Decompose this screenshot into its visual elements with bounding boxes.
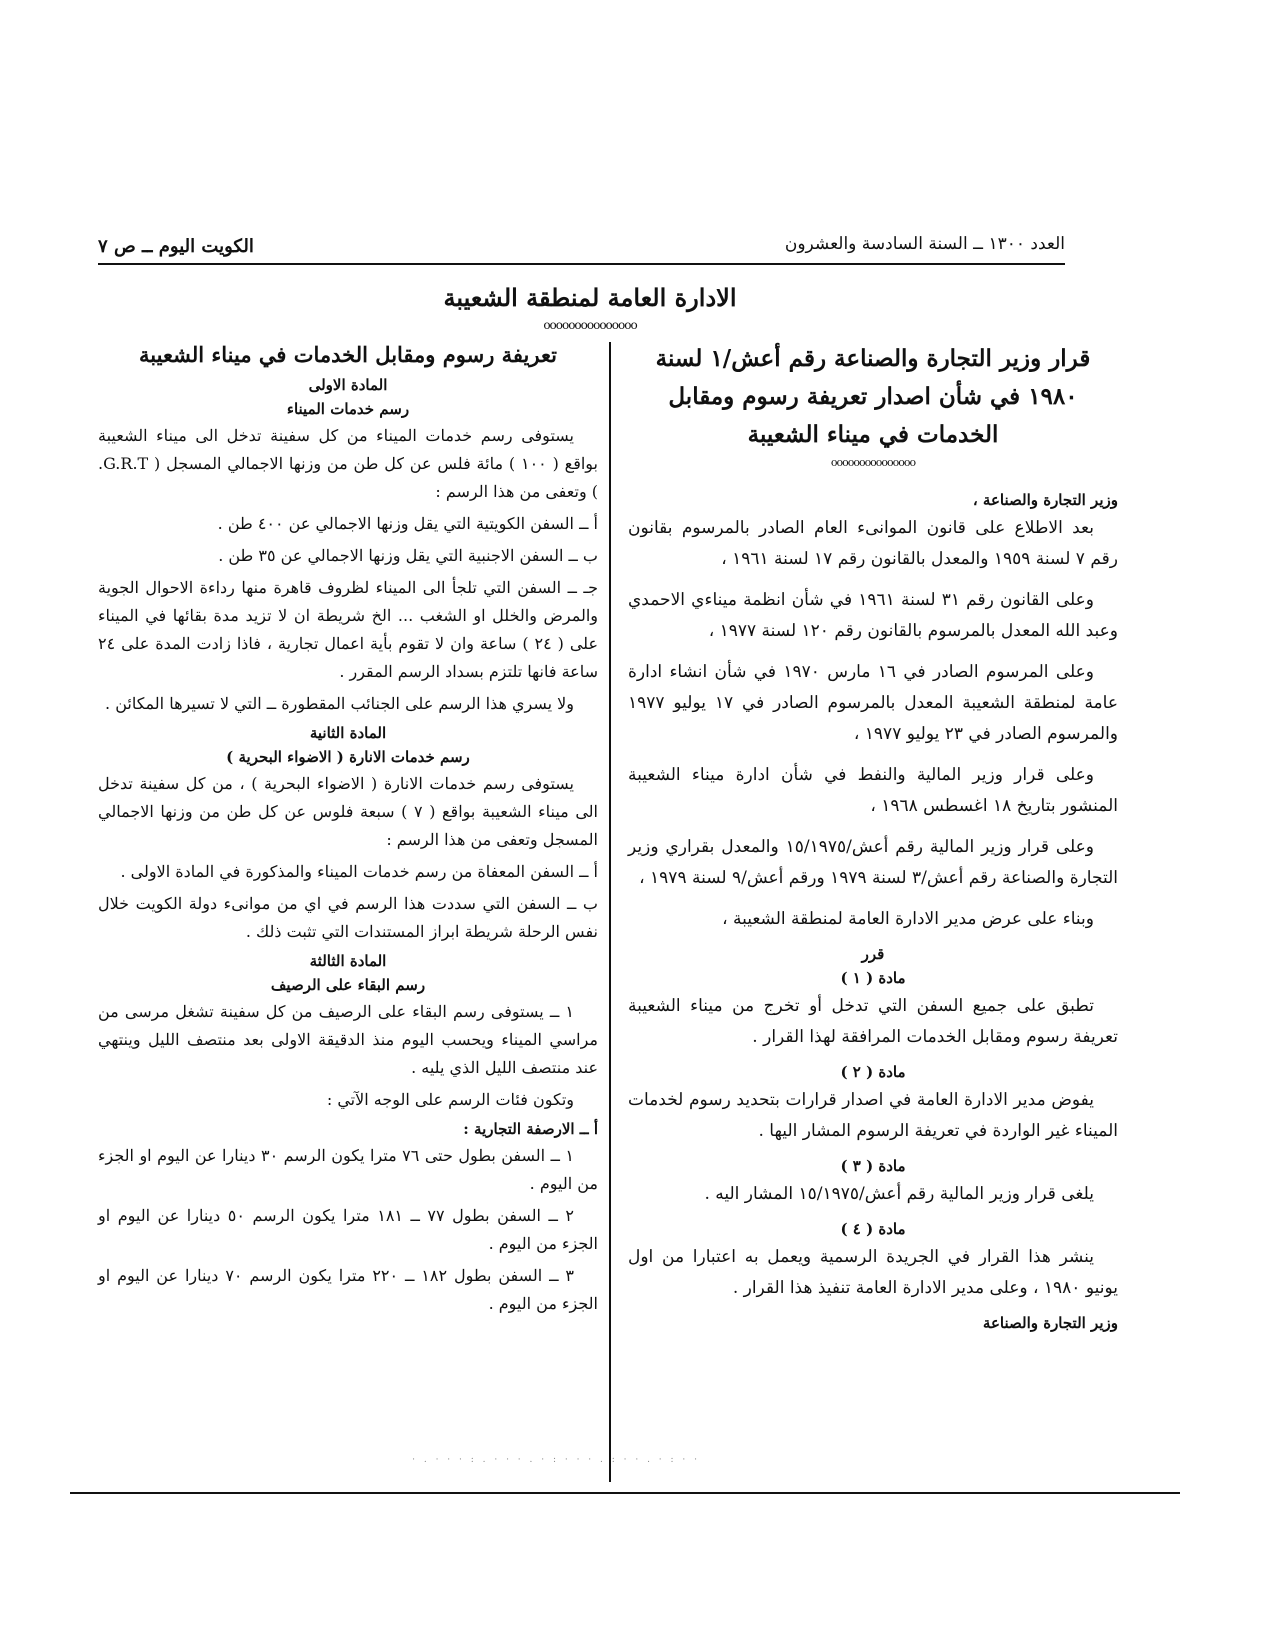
article-subheading: رسم خدمات الانارة ( الاضواء البحرية )	[226, 748, 470, 766]
article-item: ب ــ السفن الاجنبية التي يقل وزنها الاجمالي عن ٣٥ طن .	[218, 546, 598, 565]
article-text: ١ ــ يستوفى رسم البقاء على الرصيف من كل سفينة تشغل مرسى من مراسي الميناء ويحسب اليوم منذ الدقيقة الاولى بعد منتصف الليل وينتهي عند منتصف الليل الذي يليه .	[98, 1002, 598, 1077]
article-subheading: رسم خدمات الميناء	[286, 400, 410, 418]
tariff-title: تعريفة رسوم ومقابل الخدمات في ميناء الشعيبة	[139, 342, 557, 367]
preamble-paragraph: وعلى المرسوم الصادر في ١٦ مارس ١٩٧٠ في شأن انشاء ادارة عامة لمنطقة الشعيبة المعدل بالمرسوم الصادر في ١٧ يوليو ١٩٧٧ والمرسوم الصادر في ٢٣ يوليو ١٩٧٧ ،	[628, 662, 1118, 744]
article-item: أ ــ السفن الكويتية التي يقل وزنها الاجمالي عن ٤٠٠ طن .	[217, 514, 598, 533]
issue-header: العدد ١٣٠٠ ــ السنة السادسة والعشرون	[784, 234, 1065, 254]
article-heading: المادة الاولى	[308, 376, 388, 394]
article-heading: مادة ( ٢ )	[840, 1063, 906, 1081]
signature: وزير التجارة والصناعة	[982, 1314, 1118, 1332]
department-title: الادارة العامة لمنطقة الشعيبة	[443, 283, 737, 312]
footer-rule	[70, 1492, 1180, 1494]
article-heading: المادة الثالثة	[309, 952, 387, 970]
header-rule	[98, 263, 1065, 265]
article-text: يفوض مدير الادارة العامة في اصدار قرارات بتحديد رسوم لخدمات الميناء غير الواردة في تعريفة الرسوم المشار اليها .	[628, 1090, 1118, 1141]
article-heading: مادة ( ٣ )	[840, 1157, 906, 1175]
tariff-item: ١ ــ السفن بطول حتى ٧٦ مترا يكون الرسم ٣٠ دينارا عن اليوم او الجزء من اليوم .	[98, 1146, 598, 1193]
decision-ornament: ooooooooooooooo	[830, 456, 916, 469]
preamble-paragraph: بعد الاطلاع على قانون الموانىء العام الصادر بالمرسوم بقانون رقم ٧ لسنة ١٩٥٩ والمعدل بالقانون رقم ١٧ لسنة ١٩٦١ ،	[628, 518, 1118, 569]
decision-column	[628, 340, 1118, 1332]
article-item: أ ــ السفن المعفاة من رسم خدمات الميناء والمذكورة في المادة الاولى .	[120, 862, 598, 881]
article-text: يستوفى رسم خدمات الميناء من كل سفينة تدخل الى ميناء الشعيبة بواقع ( ١٠٠ ) مائة فلس عن كل طن من وزنها الاجمالي المسجل ( G.R.T. ) وتعفى من هذا الرسم :	[98, 426, 599, 501]
tariff-column	[98, 340, 598, 1322]
article-heading: المادة الثانية	[309, 724, 387, 742]
article-heading: مادة ( ٤ )	[840, 1220, 906, 1238]
minister-heading: وزير التجارة والصناعة ،	[972, 491, 1118, 509]
column-divider	[609, 342, 611, 1482]
article-text: ينشر هذا القرار في الجريدة الرسمية ويعمل به اعتبارا من اول يونيو ١٩٨٠ ، وعلى مدير الادارة العامة تنفيذ هذا القرار .	[628, 1247, 1118, 1298]
article-text: ولا يسري هذا الرسم على الجنائب المقطورة ــ التي لا تسيرها المكائن .	[105, 694, 574, 713]
preamble-paragraph: وعلى قرار وزير المالية رقم أعش/١٥/١٩٧٥ والمعدل بقراري وزير التجارة والصناعة رقم أعش/٣ لسنة ١٩٧٩ ورقم أعش/٩ لسنة ١٩٧٩ ،	[628, 837, 1118, 888]
article-text: يستوفى رسم خدمات الانارة ( الاضواء البحرية ) ، من كل سفينة تدخل الى ميناء الشعيبة بواقع ( ٧ ) سبعة فلوس عن كل طن من وزنها الاجمالي المسجل وتعفى من هذا الرسم :	[98, 774, 598, 849]
article-heading: مادة ( ١ )	[840, 969, 906, 987]
article-text: تطبق على جميع السفن التي تدخل أو تخرج من ميناء الشعيبة تعريفة رسوم ومقابل الخدمات المرافقة لهذا القرار .	[628, 996, 1118, 1047]
decided-heading: قرر	[861, 945, 885, 963]
article-subheading: رسم البقاء على الرصيف	[270, 976, 426, 994]
article-text: يلغى قرار وزير المالية رقم أعش/١٥/١٩٧٥ المشار اليه .	[704, 1184, 1094, 1204]
preamble-paragraph: وعلى قرار وزير المالية والنفط في شأن ادارة ميناء الشعيبة المنشور بتاريخ ١٨ اغسطس ١٩٦٨ ،	[628, 765, 1118, 816]
page-header: الكويت اليوم ــ ص ٧	[98, 236, 254, 257]
preamble-paragraph: وبناء على عرض مدير الادارة العامة لمنطقة الشعيبة ،	[722, 909, 1094, 929]
article-subsection: أ ــ الارصفة التجارية :	[463, 1120, 598, 1138]
article-item: جـ ــ السفن التي تلجأ الى الميناء لظروف قاهرة منها رداءة الاحوال الجوية والمرض والخلل او الشغب ... الخ شريطة ان لا تزيد مدة بقائها في الميناء على ( ٢٤ ) ساعة وان لا تقوم بأية اعمال تجارية ، فاذا زادت المدة على ٢٤ ساعة فانها تلتزم بسداد الرسم المقرر .	[98, 578, 598, 681]
department-ornament: ooooooooooooooo	[543, 318, 637, 332]
article-item: ب ــ السفن التي سددت هذا الرسم في اي من موانىء دولة الكويت خلال نفس الرحلة شريطة ابراز المستندات التي تثبت ذلك .	[98, 894, 598, 941]
decision-title: قرار وزير التجارة والصناعة رقم أعش/١ لسنة ١٩٨٠ في شأن اصدار تعريفة رسوم ومقابل الخدمات في ميناء الشعيبة	[655, 345, 1091, 448]
tariff-item: ٢ ــ السفن بطول ٧٧ ــ ١٨١ مترا يكون الرسم ٥٠ دينارا عن اليوم او الجزء من اليوم .	[98, 1206, 598, 1253]
article-text: وتكون فئات الرسم على الوجه الآتي :	[326, 1090, 574, 1109]
tariff-item: ٣ ــ السفن بطول ١٨٢ ــ ٢٢٠ مترا يكون الرسم ٧٠ دينارا عن اليوم او الجزء من اليوم .	[98, 1266, 598, 1313]
preamble-paragraph: وعلى القانون رقم ٣١ لسنة ١٩٦١ في شأن انظمة ميناءي الاحمدي وعبد الله المعدل بالمرسوم بالقانون رقم ١٢٠ لسنة ١٩٧٧ ،	[628, 590, 1118, 641]
scan-noise: · · : · . · · : . · · · : · . · · · . : · · · . ·	[412, 1455, 700, 1465]
